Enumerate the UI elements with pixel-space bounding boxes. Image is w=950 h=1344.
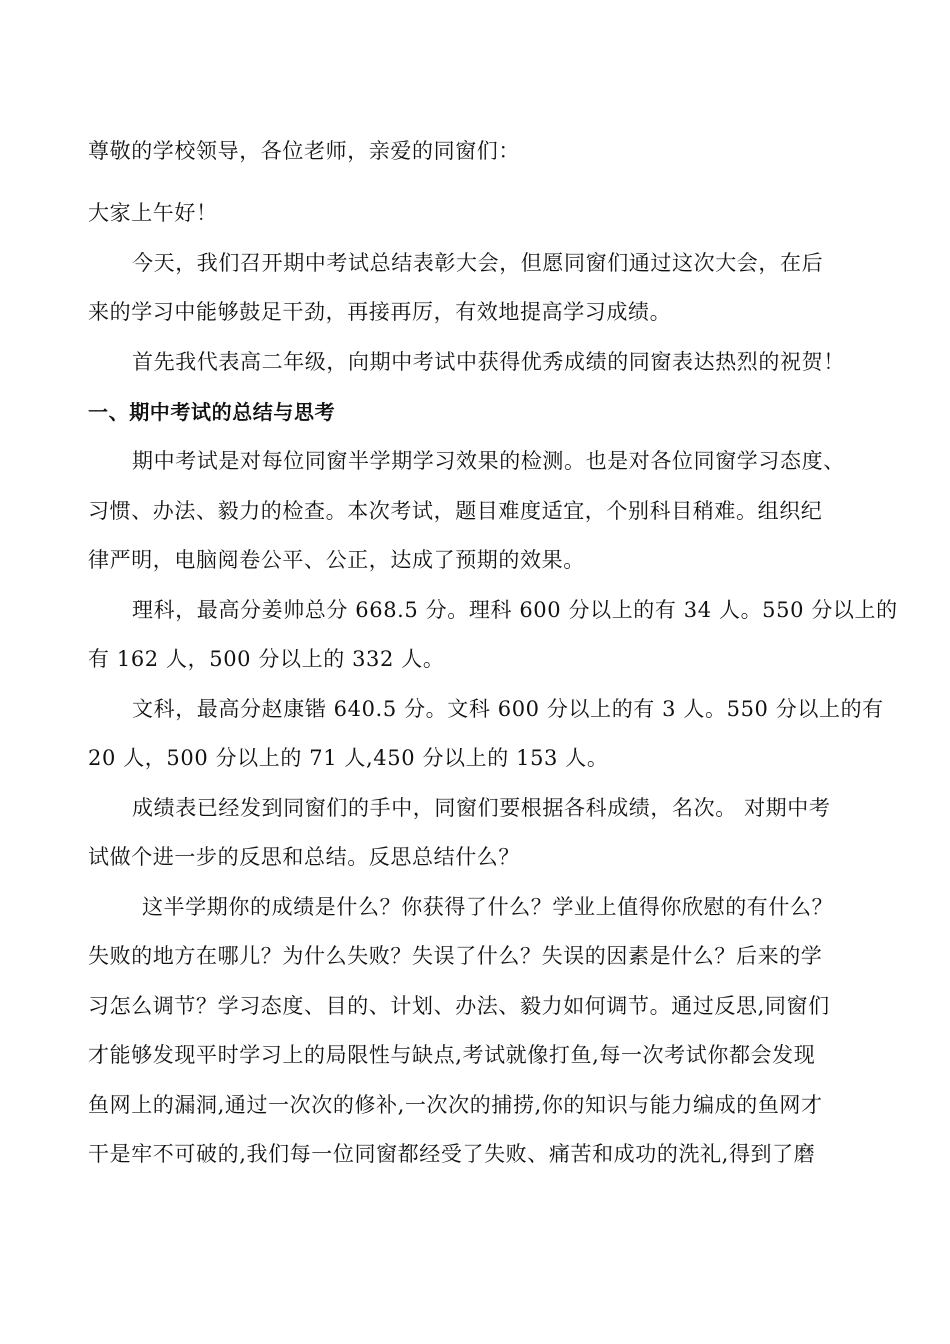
paragraph-line: 失败的地方在哪儿？为什么失败？失误了什么？失误的因素是什么？后来的学	[88, 944, 823, 968]
paragraph-line: 干是牢不可破的,我们每一位同窗都经受了失败、痛苦和成功的洗礼,得到了磨	[88, 1142, 816, 1166]
paragraph-line: 期中考试是对每位同窗半学期学习效果的检测。也是对各位同窗学习态度、	[132, 449, 845, 473]
paragraph-line: 这半学期你的成绩是什么？你获得了什么？学业上值得你欣慰的有什么？	[142, 895, 834, 919]
paragraph-line: 文科，最高分赵康锴 640.5 分。文科 600 分以上的有 3 人。550 分以上的有	[132, 697, 884, 721]
paragraph-line: 有 162 人，500 分以上的 332 人。	[88, 647, 445, 671]
paragraph-line: 试做个进一步的反思和总结。反思总结什么？	[88, 845, 520, 869]
paragraph-line: 成绩表已经发到同窗们的手中，同窗们要根据各科成绩，名次。 对期中考	[132, 796, 831, 820]
greeting: 大家上午好！	[88, 201, 218, 225]
paragraph-line: 20 人，500 分以上的 71 人,450 分以上的 153 人。	[88, 746, 609, 770]
paragraph-line: 今天，我们召开期中考试总结表彰大会，但愿同窗们通过这次大会，在后	[132, 251, 824, 275]
paragraph-line: 才能够发现平时学习上的局限性与缺点,考试就像打鱼,每一次考试你都会发现	[88, 1043, 816, 1067]
paragraph-line: 来的学习中能够鼓足干劲，再接再厉，有效地提高学习成绩。	[88, 300, 672, 324]
paragraph-line: 首先我代表高二年级，向期中考试中获得优秀成绩的同窗表达热烈的祝贺！	[132, 350, 845, 374]
salutation: 尊敬的学校领导，各位老师，亲爱的同窗们：	[88, 139, 520, 163]
paragraph-line: 律严明，电脑阅卷公平、公正，达成了预期的效果。	[88, 548, 585, 572]
paragraph-line: 理科，最高分姜帅总分 668.5 分。理科 600 分以上的有 34 人。550 分以上的	[132, 598, 898, 622]
paragraph-line: 习惯、办法、毅力的检查。本次考试，题目难度适宜，个别科目稍难。组织纪	[88, 499, 823, 523]
section-heading: 一、期中考试的总结与思考	[88, 400, 336, 424]
paragraph-line: 习怎么调节？学习态度、目的、计划、办法、毅力如何调节。通过反思,同窗们	[88, 994, 830, 1018]
paragraph-line: 鱼网上的漏洞,通过一次次的修补,一次次的捕捞,你的知识与能力编成的鱼网才	[88, 1093, 823, 1117]
